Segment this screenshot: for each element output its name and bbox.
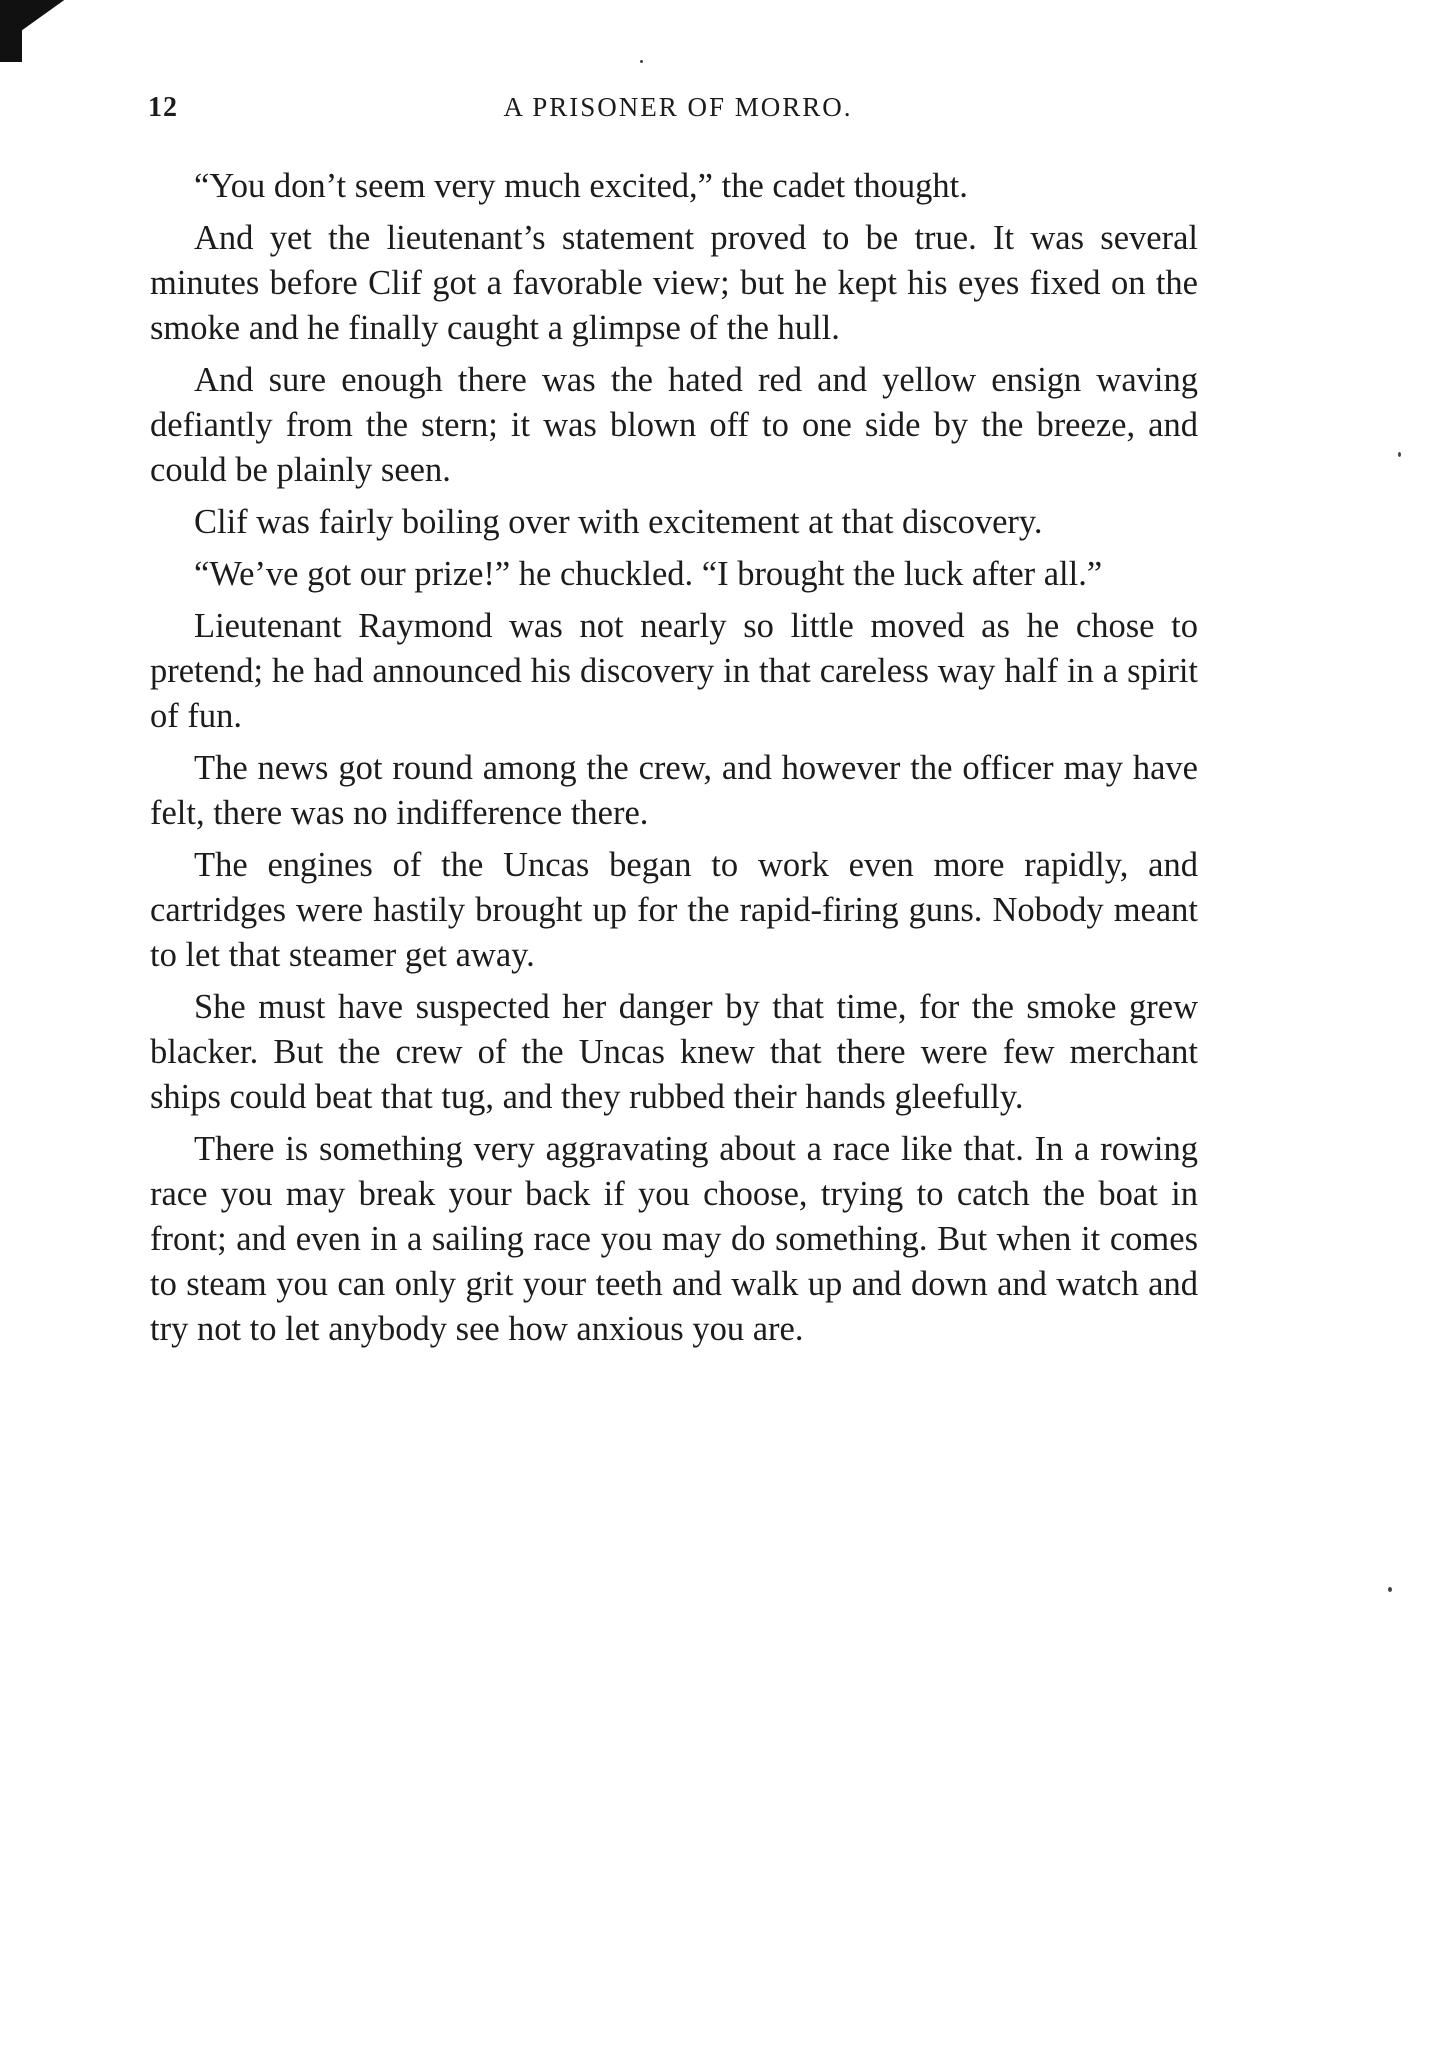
paragraph: And yet the lieutenant’s statement proved to be true. It was several minutes before Clif got a favorable view; but he kept his eyes fixed on the smoke and he finally caught a glimpse of the hull.	[150, 219, 1198, 347]
scan-speck	[640, 60, 643, 63]
paragraph: There is something very aggravating about a race like that. In a rowing race you may break your back if you choose, trying to catch the boat in front; and even in a sailing race you may do something. But when it comes to steam you can only grit your teeth and walk up and down and watch and try not to let anybody see how anxious you are.	[150, 1130, 1198, 1348]
paragraph: Clif was fairly boiling over with excitement at that discovery.	[194, 503, 1043, 541]
paragraph: And sure enough there was the hated red and yellow ensign waving defiantly from the stern; it was blown off to one side by the breeze, and could be plainly seen.	[150, 361, 1198, 489]
paragraph: The engines of the Uncas began to work even more rapidly, and cartridges were hastily brought up for the rapid-firing guns. Nobody meant to let that steamer get away.	[150, 846, 1198, 974]
scan-speck	[1398, 452, 1401, 457]
paragraph: “You don’t seem very much excited,” the cadet thought.	[194, 167, 968, 205]
scan-corner-shadow	[0, 0, 80, 46]
running-title: A PRISONER OF MORRO.	[503, 92, 853, 122]
paragraph: “We’ve got our prize!” he chuckled. “I brought the luck after all.”	[194, 555, 1103, 593]
page-number: 12	[148, 92, 178, 123]
paragraph: She must have suspected her danger by that time, for the smoke grew blacker. But the crew of the Uncas knew that there were few merchant ships could beat that tug, and they rubbed their hands gleefully.	[150, 988, 1198, 1116]
scan-speck	[1388, 1587, 1392, 1592]
paragraph: The news got round among the crew, and however the officer may have felt, there was no indifference there.	[150, 749, 1198, 832]
page-header	[148, 92, 1208, 132]
page-body	[150, 164, 1198, 1359]
paragraph: Lieutenant Raymond was not nearly so little moved as he chose to pretend; he had announced his discovery in that careless way half in a spirit of fun.	[150, 607, 1198, 735]
